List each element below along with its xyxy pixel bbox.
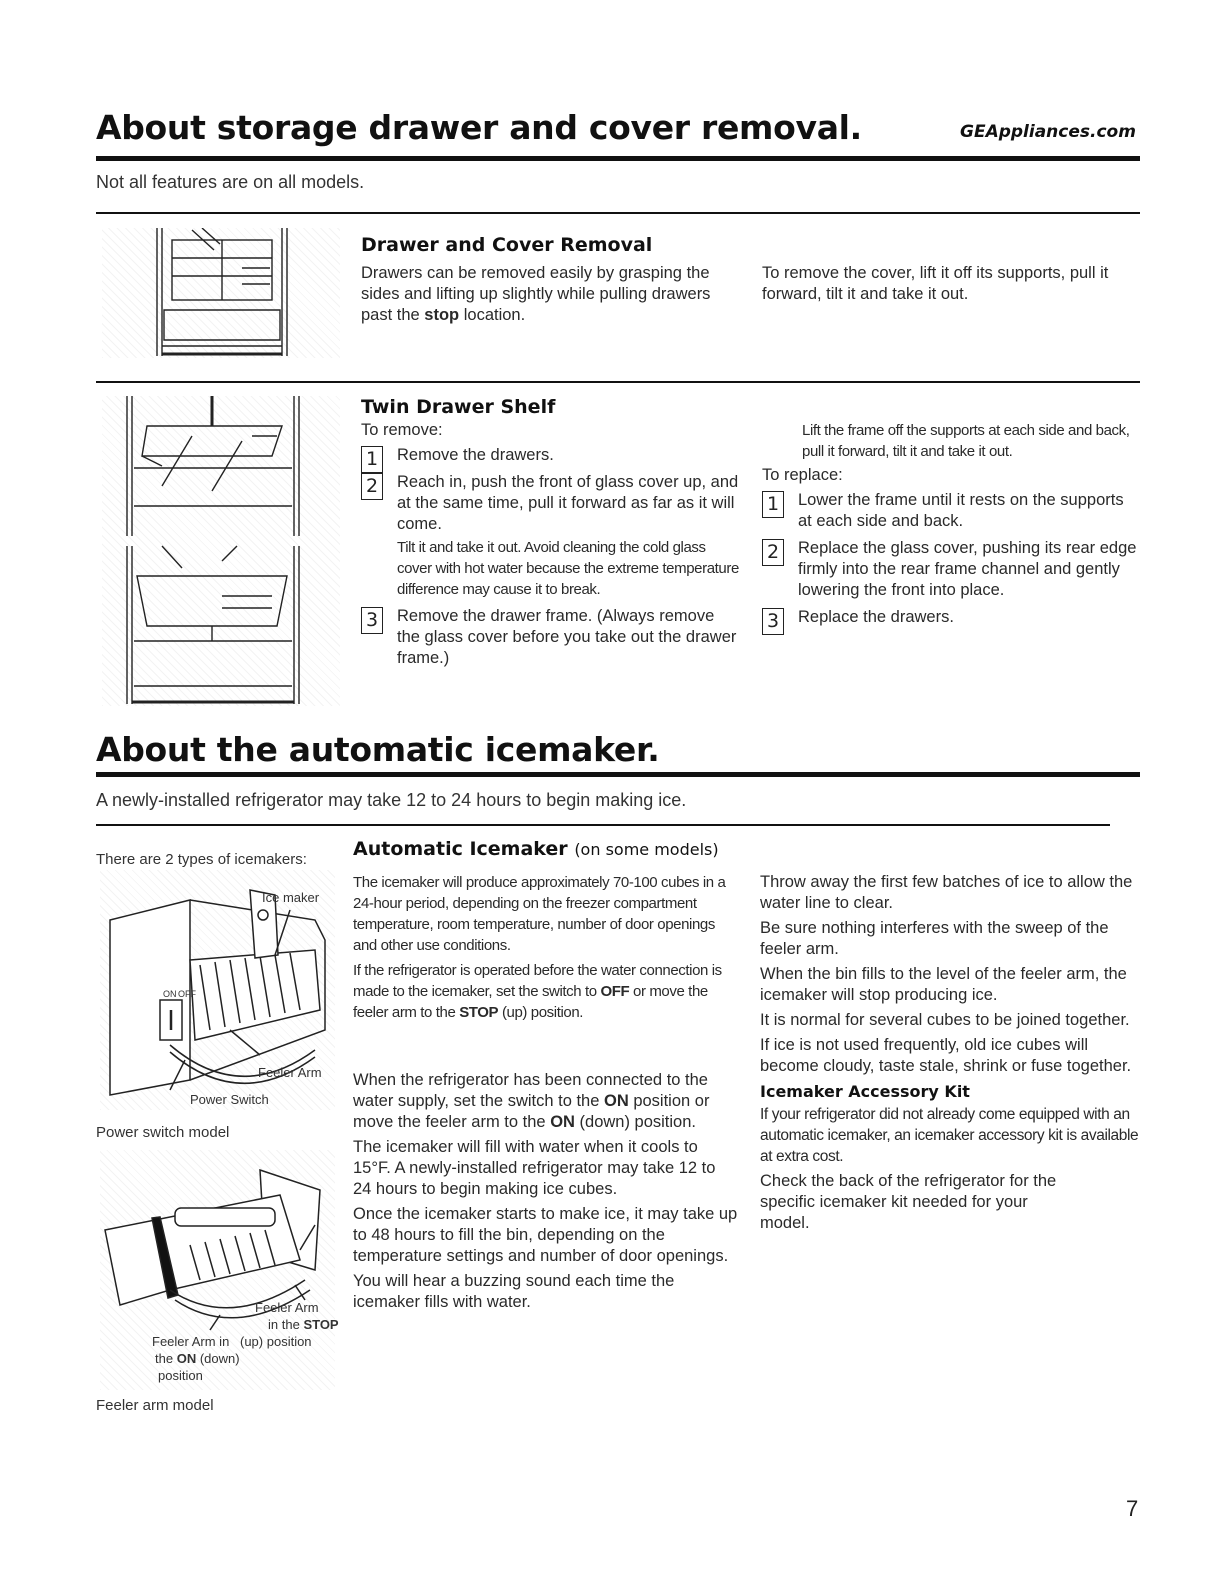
para-fill-water: The icemaker will fill with water when it cools to 15°F. A newly-installed refrigerator may take 12 to 24 hours to begin making ice cubes. xyxy=(353,1138,716,1198)
stop-keyword: STOP xyxy=(303,1317,339,1332)
step-text: Replace the glass cover, pushing its rear edge firmly into the rear frame channel and gently lowering the front into place. xyxy=(798,539,1137,599)
drawer-cover-right-text: To remove the cover, lift it off its supports, pull it forward, tilt it and take it out. xyxy=(762,264,1109,303)
twin-shelf-replace-column xyxy=(762,465,1137,634)
feeler-stop-label-line1: Feeler Arm xyxy=(255,1300,319,1315)
para-48-hours: Once the icemaker starts to make ice, it may take up to 48 hours to fill the bin, depending on the temperature settings and number of door openings. xyxy=(353,1205,738,1265)
feeler-on-text: (down) xyxy=(199,1351,240,1366)
replace-step-3 xyxy=(762,607,1137,632)
remove-step-1 xyxy=(361,445,741,470)
on-keyword: ON xyxy=(603,1092,629,1110)
step-text: Remove the drawer frame. (Always remove the glass cover before you take out the drawer frame.) xyxy=(397,607,737,667)
on-keyword: ON xyxy=(176,1351,197,1366)
lift-frame-note: Lift the frame off the supports at each side and back, pull it forward, tilt it and take it out. xyxy=(802,422,1130,460)
step-text: Reach in, push the front of glass cover up, and at the same time, pull it forward as far as it will come. xyxy=(397,473,739,533)
para-accessory-kit: If your refrigerator did not already come equipped with an automatic icemaker, an icemaker accessory kit is available at extra cost. xyxy=(760,1106,1139,1165)
twin-shelf-drawing xyxy=(102,396,340,706)
feeler-stop-label-line3: (up) position xyxy=(240,1334,312,1349)
remove-step-2 xyxy=(361,472,741,600)
step-text: Remove the drawers. xyxy=(397,446,554,464)
para-sweep: Be sure nothing interferes with the sweep of the feeler arm. xyxy=(760,919,1109,958)
step-number: 3 xyxy=(361,607,383,634)
drawer-cover-heading: Drawer and Cover Removal xyxy=(361,234,653,256)
text: If the refrigerator is operated before the water connection is made to the icemaker, set the switch to xyxy=(353,962,722,1000)
step-2-warning: Tilt it and take it out. Avoid cleaning the cold glass cover with hot water because the extreme temperature difference may cause it to break. xyxy=(397,539,739,598)
text: (up) position. xyxy=(498,1004,584,1021)
text: or move the feeler arm to the xyxy=(353,983,708,1021)
automatic-icemaker-text xyxy=(353,872,738,1027)
feeler-arm-caption: Feeler arm model xyxy=(96,1397,214,1414)
text: position or move the feeler arm to the xyxy=(353,1092,710,1131)
power-switch-illustration xyxy=(100,870,335,1110)
para-buzzing: You will hear a buzzing sound each time the icemaker fills with water. xyxy=(353,1272,675,1311)
feeler-arm-illustration xyxy=(100,1150,339,1390)
feeler-stop-text: in the xyxy=(268,1317,300,1332)
para-joined: It is normal for several cubes to be joined together. xyxy=(760,1011,1130,1029)
heading-subtitle: (on some models) xyxy=(574,840,719,859)
remove-step-3 xyxy=(361,606,741,669)
para-check-back: Check the back of the refrigerator for the specific icemaker kit needed for your model. xyxy=(760,1172,1057,1232)
para-after-connection xyxy=(353,1070,738,1133)
para-production: The icemaker will produce approximately 70-100 cubes in a 24-hour period, depending on the freezer compartment temperature, room temperature, number of door openings and other use conditions. xyxy=(353,874,726,954)
icemaker-intro: A newly-installed refrigerator may take 12 to 24 hours to begin making ice. xyxy=(96,790,687,810)
twin-shelf-illustration xyxy=(102,396,340,706)
drawer-text-2: location. xyxy=(459,306,526,324)
section-divider xyxy=(96,824,1110,826)
twin-shelf-remove-column xyxy=(361,420,741,675)
power-switch-caption: Power switch model xyxy=(96,1124,230,1141)
page-number: 7 xyxy=(1126,1496,1139,1521)
icemaker-title: About the automatic icemaker. xyxy=(96,730,660,769)
ice-maker-label: Ice maker xyxy=(262,890,320,905)
para-throw-away: Throw away the first few batches of ice to allow the water line to clear. xyxy=(760,873,1133,912)
section-intro: Not all features are on all models. xyxy=(96,172,365,192)
automatic-icemaker-heading xyxy=(353,838,719,860)
power-switch-label: Power Switch xyxy=(190,1092,269,1107)
stop-keyword: stop xyxy=(424,306,460,324)
switch-on-label: ON xyxy=(163,989,177,999)
stop-keyword: STOP xyxy=(459,1004,499,1021)
feeler-arm-label: Feeler Arm xyxy=(258,1065,322,1080)
drawer-drawing xyxy=(102,228,340,358)
drawer-cover-left-text xyxy=(361,263,736,326)
text: (down) position. xyxy=(574,1113,696,1131)
icemaker-right-column xyxy=(760,872,1140,1238)
site-url: GEAppliances.com xyxy=(960,122,1136,142)
title-rule xyxy=(96,772,1140,777)
page-title: About storage drawer and cover removal. xyxy=(96,108,862,147)
feeler-on-label-line1: Feeler Arm in xyxy=(152,1334,230,1349)
section-divider xyxy=(96,381,1140,383)
para-bin-fills: When the bin fills to the level of the feeler arm, the icemaker will stop producing ice. xyxy=(760,965,1127,1004)
types-label: There are 2 types of icemakers: xyxy=(96,851,307,868)
step-number: 1 xyxy=(762,491,784,518)
automatic-icemaker-text-2 xyxy=(353,1070,738,1317)
feeler-stop-label-line2 xyxy=(268,1317,339,1332)
off-keyword: OFF xyxy=(600,983,630,1000)
to-remove-label: To remove: xyxy=(361,421,443,439)
feeler-on-label-line3: position xyxy=(158,1368,203,1383)
title-rule xyxy=(96,156,1140,161)
drawer-text-1: Drawers can be removed easily by grasping the sides and lifting up slightly while pulling drawers past the xyxy=(361,264,711,324)
drawer-illustration xyxy=(102,228,340,358)
heading-text: Automatic Icemaker xyxy=(353,838,568,860)
twin-shelf-heading: Twin Drawer Shelf xyxy=(361,396,556,418)
replace-step-2 xyxy=(762,538,1137,601)
replace-step-1 xyxy=(762,490,1137,532)
to-replace-label: To replace: xyxy=(762,466,843,484)
step-number: 1 xyxy=(361,446,383,473)
section-divider xyxy=(96,212,1140,214)
accessory-kit-heading: Icemaker Accessory Kit xyxy=(760,1082,970,1101)
text: When the refrigerator has been connected to the water supply, set the switch to the xyxy=(353,1071,708,1110)
feeler-on-text: the xyxy=(155,1351,174,1366)
step-number: 2 xyxy=(361,473,383,500)
step-number: 2 xyxy=(762,539,784,566)
switch-off-label: OFF xyxy=(178,989,196,999)
para-before-connection xyxy=(353,960,738,1023)
on-keyword: ON xyxy=(550,1113,575,1131)
step-text: Replace the drawers. xyxy=(798,608,954,626)
step-text: Lower the frame until it rests on the supports at each side and back. xyxy=(798,491,1124,530)
step-number: 3 xyxy=(762,608,784,635)
feeler-on-label-line2 xyxy=(155,1351,240,1366)
para-cloudy: If ice is not used frequently, old ice cubes will become cloudy, taste stale, shrink or fuse together. xyxy=(760,1036,1132,1075)
